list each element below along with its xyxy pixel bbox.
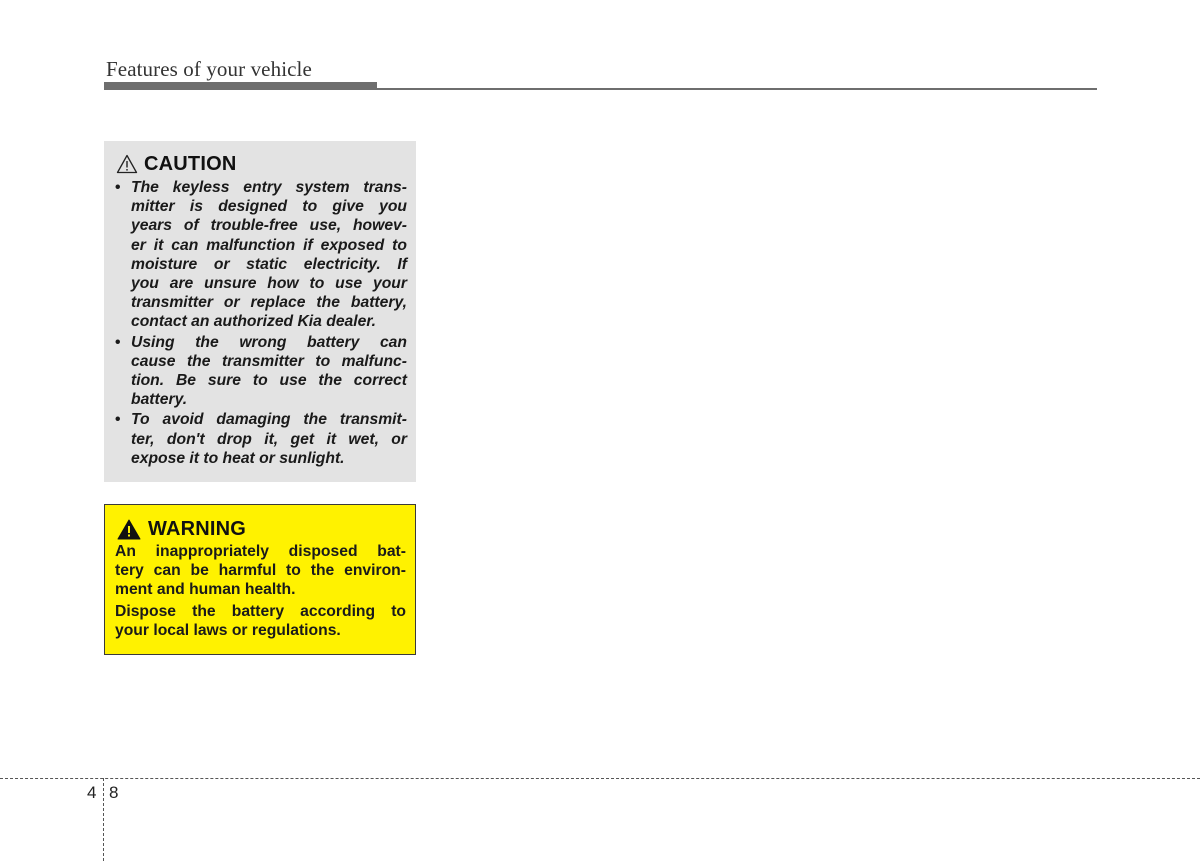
bullet: • (115, 179, 121, 196)
page-number: 8 (109, 783, 119, 802)
caution-item-text (131, 410, 407, 468)
page-title: Features of your vehicle (106, 57, 312, 81)
text-line: To avoid damaging the transmit- (131, 411, 407, 429)
text-line: er it can malfunction if exposed to (131, 236, 407, 254)
footer-divider (0, 778, 1200, 779)
bullet: • (115, 411, 121, 429)
text-line: transmitter or replace the battery, (131, 294, 407, 312)
caution-item-text (131, 178, 407, 332)
text-line: The keyless entry system trans- (131, 179, 407, 196)
caution-item (115, 410, 407, 468)
text-line: battery. (131, 391, 188, 409)
text-line: expose it to heat or sunlight. (131, 449, 345, 467)
text-line: An inappropriately disposed bat- (115, 543, 406, 560)
warning-paragraph (115, 602, 406, 640)
section-number: 4 (87, 783, 97, 802)
text-line: tery can be harmful to the environ- (115, 562, 406, 579)
warning-box (104, 504, 416, 655)
text-line: cause the transmitter to malfunc- (131, 352, 407, 370)
caution-triangle-icon (115, 154, 144, 174)
footer-vertical-divider (103, 778, 104, 861)
text-line: tion. Be sure to use the correct (131, 372, 407, 390)
text-line: Dispose the battery according to (115, 603, 406, 620)
caution-title: CAUTION (144, 152, 237, 175)
caution-heading (115, 151, 407, 177)
bullet: • (115, 333, 121, 351)
warning-paragraph (115, 542, 406, 599)
text-line: Using the wrong battery can (131, 333, 407, 351)
text-line: years of trouble-free use, howev- (131, 217, 407, 235)
text-line: mitter is designed to give you (131, 198, 407, 216)
warning-heading (115, 516, 406, 542)
text-line: contact an authorized Kia dealer. (131, 313, 376, 331)
text-line: your local laws or regulations. (115, 622, 341, 639)
text-line: moisture or static electricity. If (131, 255, 407, 273)
text-line: you are unsure how to use your (131, 275, 407, 293)
warning-triangle-icon (115, 519, 148, 540)
caution-item (115, 178, 407, 332)
text-line: ter, don't drop it, get it wet, or (131, 430, 407, 448)
caution-item-text (131, 333, 407, 410)
caution-item (115, 333, 407, 410)
warning-title: WARNING (148, 517, 247, 540)
header-rule-thick (104, 82, 377, 90)
text-line: ment and human health. (115, 581, 296, 598)
header-rule-thin (377, 88, 1097, 90)
caution-box (104, 141, 416, 482)
